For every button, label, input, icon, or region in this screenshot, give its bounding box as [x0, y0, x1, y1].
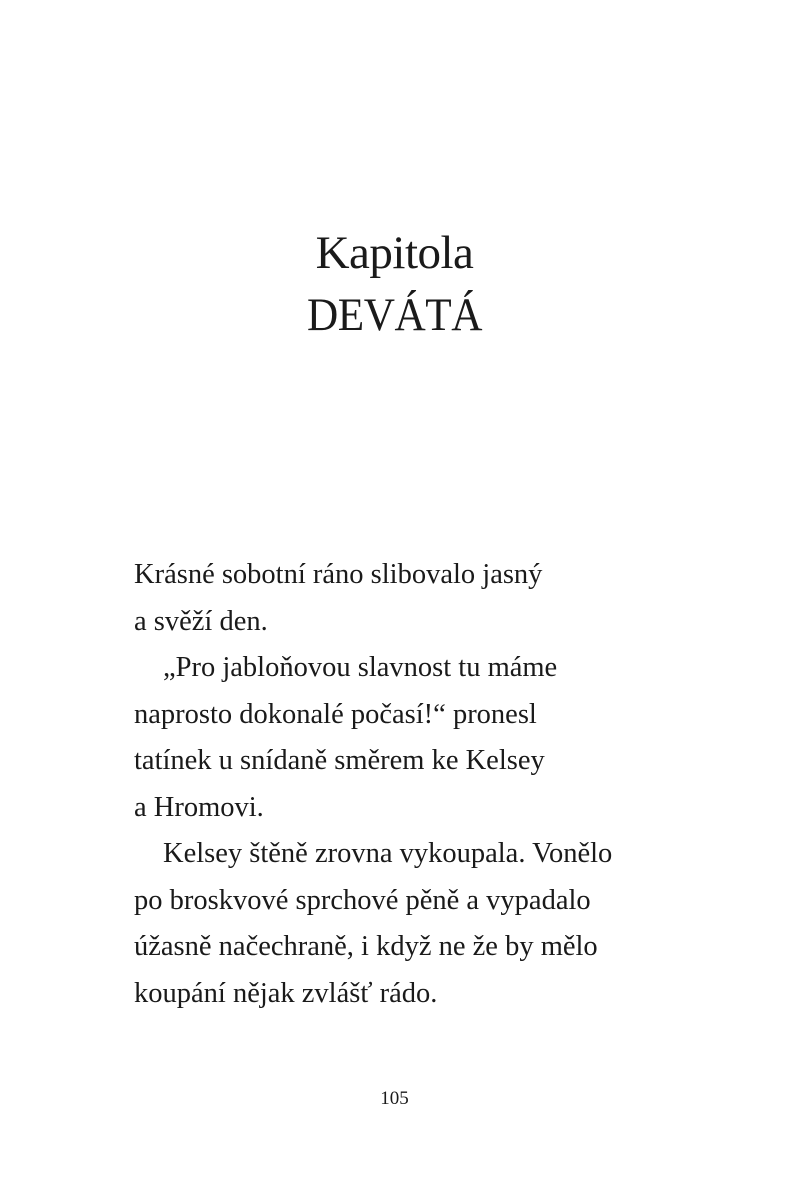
page-number: 105: [380, 1088, 409, 1109]
paragraph: [134, 831, 674, 1017]
text-line: a Hromovi.: [134, 791, 264, 823]
paragraph: [134, 552, 674, 645]
text-line: „Pro jabloňovou slavnost tu máme: [163, 652, 558, 683]
text-line: tatínek u snídaně směrem ke Kelsey: [134, 745, 545, 776]
text-line: po broskvové sprchové pěně a vypadalo: [134, 884, 591, 916]
text-line: Krásné sobotní ráno slibovalo jasný: [134, 559, 543, 590]
text-line: naprosto dokonalé počasí!“ pronesl: [134, 698, 537, 730]
text-line: Kelsey štěně zrovna vykoupala. Vonělo: [163, 838, 613, 869]
body-text: [134, 552, 674, 1017]
text-line: úžasně načechraně, i když ne že by mělo: [134, 931, 598, 962]
text-line: a svěží den.: [134, 605, 268, 637]
chapter-heading: [0, 222, 789, 346]
text-line: koupání nějak zvlášť rádo.: [134, 977, 438, 1009]
chapter-label: Kapitola: [315, 227, 474, 279]
paragraph: [134, 645, 674, 831]
chapter-number: DEVÁTÁ: [307, 289, 482, 341]
